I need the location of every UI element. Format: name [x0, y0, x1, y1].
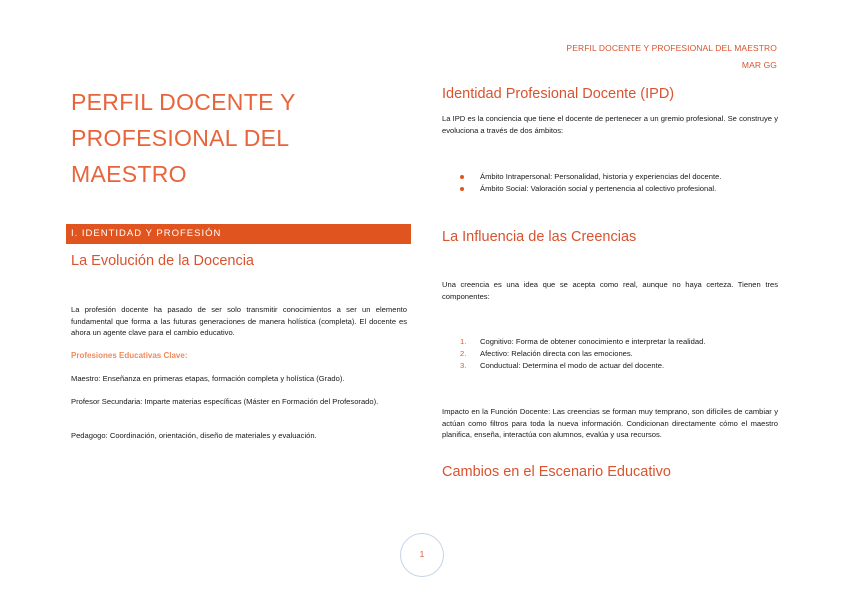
list-number: 2. — [460, 349, 467, 358]
ipd-paragraph: La IPD es la conciencia que tiene el docente de pertenecer a un gremio profesional. Se construye y evoluciona a través de dos ámbitos: — [442, 114, 778, 135]
list-item: Ámbito Social: Valoración social y pertenencia al colectivo profesional. — [460, 183, 780, 195]
list-item: 3. Conductual: Determina el modo de actuar del docente. — [460, 361, 665, 370]
intro-paragraph: La profesión docente ha pasado de ser solo transmitir conocimientos a ser un elemento fundamental que forma a las futuras generaciones de manera holística (completa). El docente es ahora un agente clave para el cambio educativo. — [71, 305, 407, 338]
list-number: 1. — [460, 337, 467, 346]
heading-creencias: La Influencia de las Creencias — [442, 229, 637, 245]
subheading-profesiones: Profesiones Educativas Clave: — [71, 351, 188, 360]
impacto-paragraph: Impacto en la Función Docente: Las creencias se forman muy temprano, son difíciles de cambiar y actúan como filtros para toda la nueva información. Condicionan directamente cómo el maestro planifica, enseña, interactúa con alumnos, evalúa y usa recursos. — [442, 407, 778, 440]
creencias-paragraph: Una creencia es una idea que se acepta como real, aunque no haya certeza. Tienen tres componentes: — [442, 280, 778, 301]
list-item: 1. Cognitivo: Forma de obtener conocimiento e interpretar la realidad. — [460, 337, 706, 346]
heading-cambios: Cambios en el Escenario Educativo — [442, 464, 671, 480]
list-number: 3. — [460, 361, 467, 370]
heading-ipd: Identidad Profesional Docente (IPD) — [442, 86, 675, 102]
ipd-list — [460, 171, 780, 195]
bullet-icon — [460, 187, 464, 191]
document-title: PERFIL DOCENTE Y PROFESIONAL DEL MAESTRO — [71, 89, 296, 187]
list-item: 2. Afectivo: Relación directa con las emociones. — [460, 349, 633, 358]
header-title: PERFIL DOCENTE Y PROFESIONAL DEL MAESTRO — [566, 43, 777, 53]
item-profesor: Profesor Secundaria: Imparte materias específicas (Máster en Formación del Profesorado). — [71, 397, 379, 406]
item-maestro: Maestro: Enseñanza en primeras etapas, formación completa y holística (Grado). — [71, 374, 345, 383]
header-author: MAR GG — [741, 60, 777, 70]
bullet-icon — [460, 175, 464, 179]
section-label: I. IDENTIDAD Y PROFESIÓN — [66, 224, 411, 244]
creencias-list — [460, 336, 780, 372]
heading-evolucion: La Evolución de la Docencia — [71, 253, 254, 269]
page-number: 1 — [400, 533, 444, 577]
running-header — [566, 40, 777, 74]
item-pedagogo: Pedagogo: Coordinación, orientación, diseño de materiales y evaluación. — [71, 431, 317, 440]
list-item: Ámbito Intrapersonal: Personalidad, historia y experiencias del docente. — [460, 171, 780, 183]
